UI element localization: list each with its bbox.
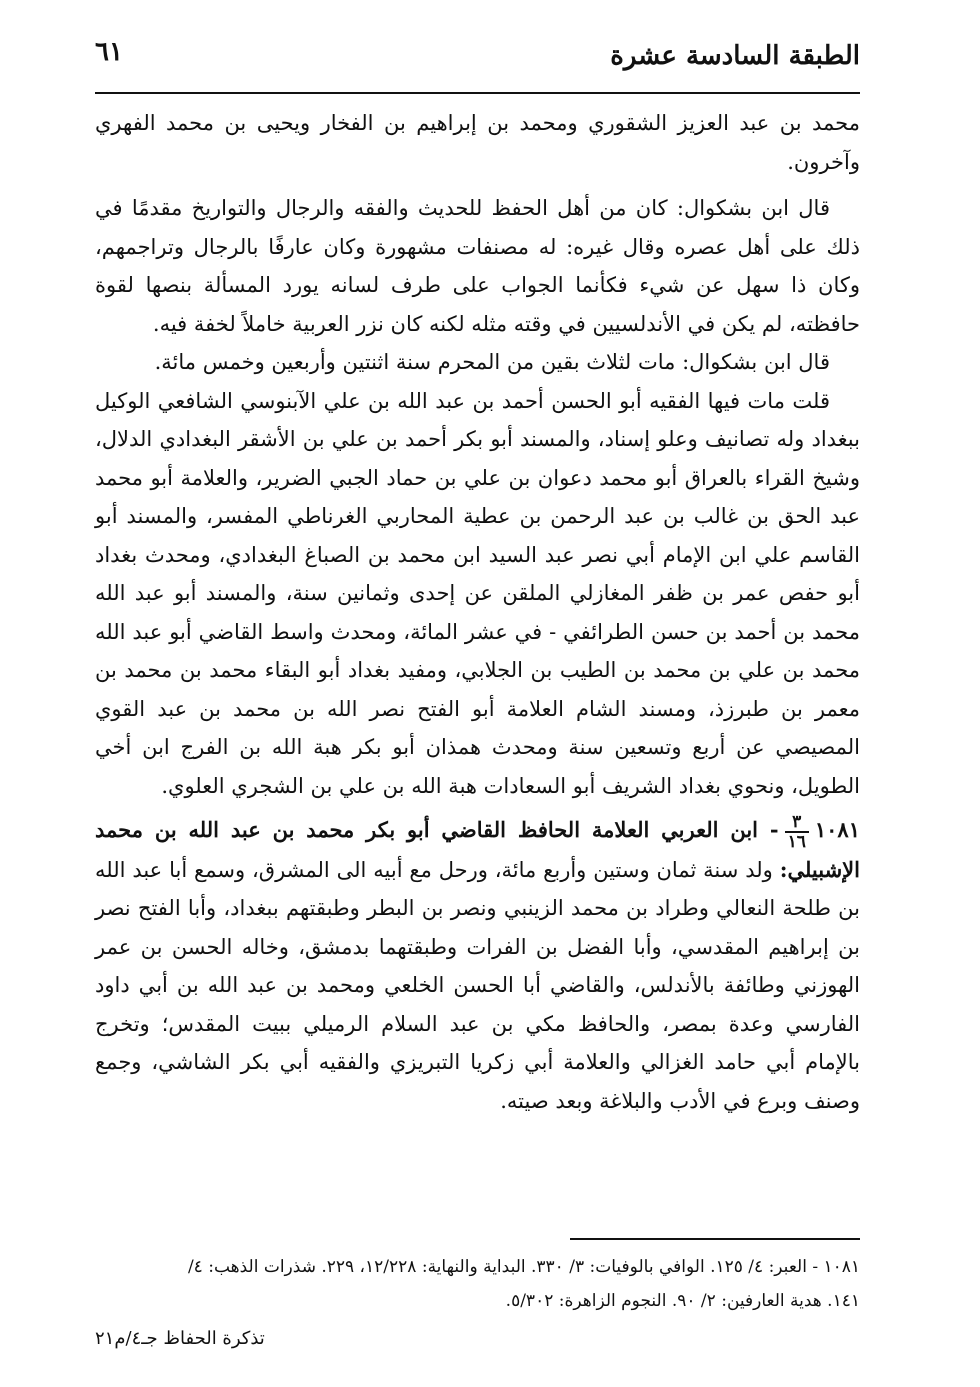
paragraph-4: قلت مات فيها الفقيه أبو الحسن أحمد بن عبد الله بن علي الآبنوسي الشافعي الوكيل ببغداد وله تصانيف وعلو إسناد، والمسند أبو بكر أحمد بن علي بن الأشقر البغدادي الدلال، وشيخ القراء بالعراق أبو محمد دعوان بن علي بن حماد الجبي الضرير، والعلامة أبو محمد عبد الحق بن غالب بن عبد الرحمن بن عطية المحاربي الغرناطي المفسر، والمسند أبو القاسم علي ابن الإمام أبي نصر عبد السيد ابن محمد بن الصباغ البغدادي، ومحدث بغداد أبو حفص عمر بن ظفر المغازلي الملقن عن إحدى وثمانين سنة، والمسند أبو عبد الله محمد بن أحمد بن حسن الطرائفي - في عشر المائة، ومحدث واسط القاضي أبو عبد الله محمد بن علي بن محمد بن الطيب بن الجلابي، ومفيد بغداد أبو البقاء محمد بن محمد بن معمر بن طبرزذ، ومسند الشام العلامة أبو الفتح نصر الله بن محمد بن عبد القوي المصيصي عن أربع وتسعين سنة ومحدث همذان أبو بكر هبة الله بن الفرج ابن أخي الطويل، ونحوي بغداد الشريف أبو السعادات هبة الله بن علي بن الشجري العلوي. [95,388,860,798]
paragraph-3: قال ابن بشكوال: مات لثلاث بقين من المحرم سنة اثنتين وأربعين وخمس مائة. [154,350,830,374]
fraction-numerator: ٣ [785,813,809,833]
footnotes [95,1250,860,1318]
main-text [95,104,860,1120]
printer-signature: تذكرة الحفاظ جـ٤/م٢١ [95,1328,265,1349]
footnote-divider [570,1238,860,1240]
footnote-line-2: ١٤١. هدية العارفين: ٢/ ٩٠. النجوم الزاهرة: ٥/٣٠٢. [505,1291,860,1311]
entry-number: ١٠٨١ [814,817,860,842]
page-number: ٦١ [95,37,123,67]
footnote-line-1: ١٠٨١ - العبر: ٤/ ١٢٥. الوافي بالوفيات: ٣/ ٣٣٠. البداية والنهاية: ١٢/٢٢٨، ٢٢٩. شذرات الذهب: ٤/ [187,1257,860,1277]
entry-fraction [785,813,809,851]
biography-entry [95,811,860,1120]
fraction-denominator: ١٦ [787,831,806,852]
paragraph-2: قال ابن بشكوال: كان من أهل الحفظ للحديث والفقه والرجال والتواريخ مقدمًا في ذلك على أهل عصره وقال غيره: له مصنفات مشهورة وكان عارفًا بالرجال وتراجمهم، وكان ذا سهل عن شيء فكأنما الجواب على طرف لسانه يورد المسألة بنصها لقوة حافظته، لم يكن في الأندلسيين في وقته مثله لكنه كان نزر العربية خاملاً لخفة فيه. [95,196,860,336]
paragraph-1: محمد بن عبد العزيز الشقوري ومحمد بن إبراهيم بن الفخار ويحيى بن محمد الفهري وآخرون. [95,111,860,174]
header-divider [95,92,860,94]
running-header-title: الطبقة السادسة عشرة [610,41,860,71]
entry-title: - ابن العربي العلامة الحافظ القاضي أبو بكر محمد بن عبد الله بن محمد الإشبيلي: [95,817,860,882]
entry-text: ولد سنة ثمان وستين وأربع مائة، ورحل مع أبيه الى المشرق، وسمع أبا عبد الله بن طلحة النعالي وطراد بن محمد الزينبي ونصر بن البطر وطبقتهم ببغداد، وأبا الفتح نصر بن إبراهيم المقدسي، وأبا الفضل بن الفرات وطبقتهما بدمشق، وخاله الحسن بن عمر الهوزني وطائفة بالأندلس، والقاضي أبا الحسن الخلعي ومحمد بن عبد الله بن أبي داود الفارسي وعدة بمصر، والحافظ مكي بن عبد السلام الرميلي ببيت المقدس؛ وتخرج بالإمام أبي حامد الغزالي والعلامة أبي زكريا التبريزي والفقيه أبي بكر الشاشي، وجمع وصنف وبرع في الأدب والبلاغة وبعد صيته. [95,857,860,1113]
